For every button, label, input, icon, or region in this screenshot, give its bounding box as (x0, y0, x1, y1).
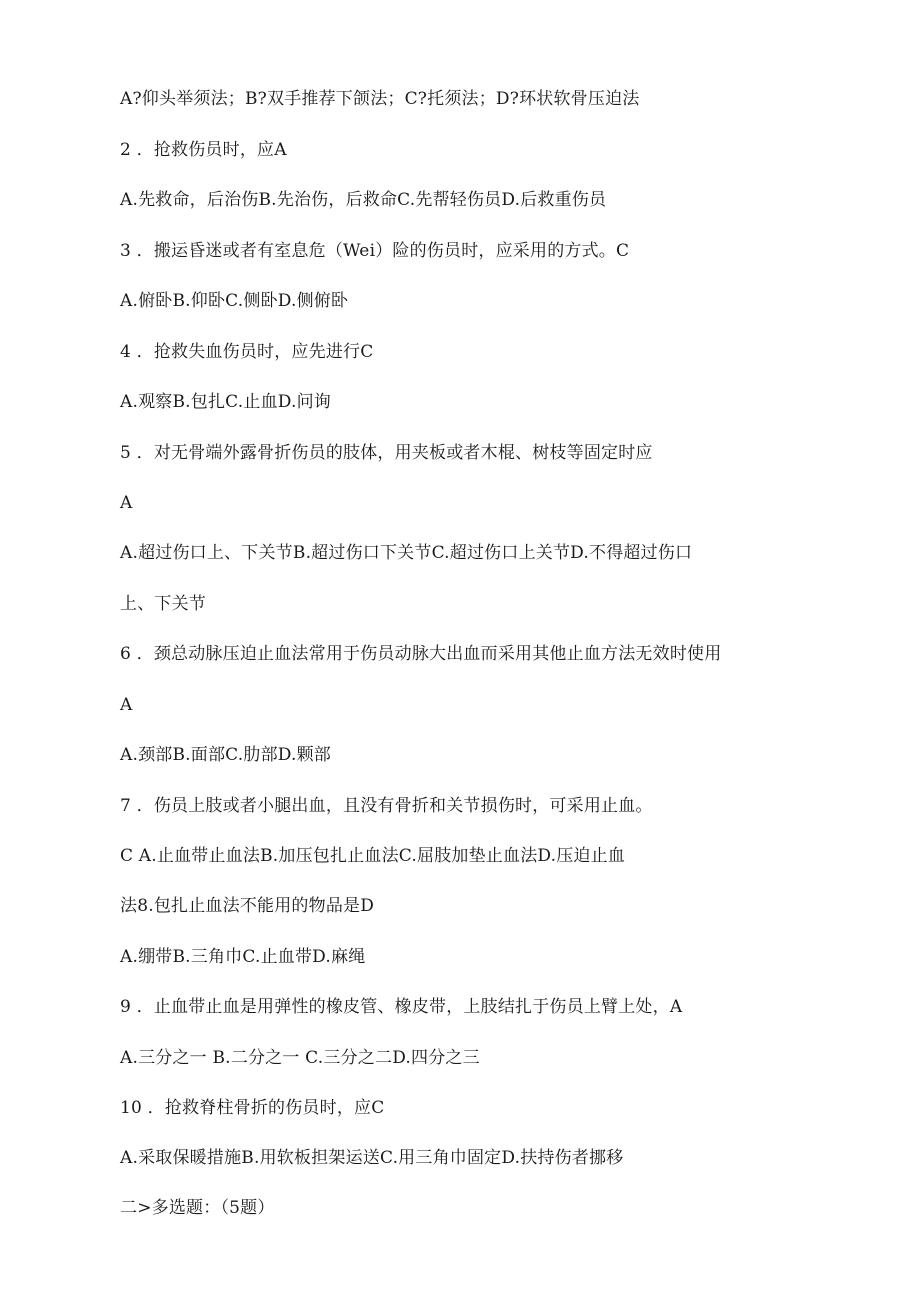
options-q2: A.先救命，后治伤B.先治伤，后救命C.先帮轻伤员D.后救重伤员 (120, 190, 607, 210)
answer-q6: A (120, 695, 133, 715)
question-5: 5 ．对无骨端外露骨折伤员的肢体，用夹板或者木棍、树枝等固定时应 (120, 443, 653, 463)
answer-q5: A (120, 493, 133, 513)
options-q7: C A.止血带止血法B.加压包扎止血法C.屈肢加垫止血法D.压迫止血 (120, 846, 626, 866)
options-q8: A.绷带B.三角巾C.止血带D.麻绳 (120, 947, 366, 967)
question-4: 4 ．抢救失血伤员时，应先进行C (120, 342, 374, 362)
options-q3: A.俯卧B.仰卧C.侧卧D.侧俯卧 (120, 291, 349, 311)
options-q9: A.三分之一 B.二分之一 C.三分之二D.四分之三 (120, 1048, 480, 1068)
question-9: 9 ．止血带止血是用弹性的橡皮管、橡皮带，上肢结扎于伤员上臂上处，A (120, 997, 683, 1017)
section-heading-multi: 二>多选题：（5题） (120, 1198, 275, 1218)
question-10: 10 ．抢救脊柱骨折的伤员时，应C (120, 1098, 385, 1118)
options-q6: A.颈部B.面部C.肋部D.颗部 (120, 745, 332, 765)
options-q5-cont: 上、下关节 (120, 594, 206, 614)
options-q5: A.超过伤口上、下关节B.超过伤口下关节C.超过伤口上关节D.不得超过伤口 (120, 543, 693, 563)
question-2: 2 ．抢救伤员时，应A (120, 140, 287, 160)
options-q10: A.采取保暖措施B.用软板担架运送C.用三角巾固定D.扶持伤者挪移 (120, 1148, 624, 1168)
question-6: 6 ．颈总动脉压迫止血法常用于伤员动脉大出血而采用其他止血方法无效时使用 (120, 644, 722, 664)
options-q4: A.观察B.包扎C.止血D.问询 (120, 392, 332, 412)
question-7: 7 ．伤员上肢或者小腿出血，且没有骨折和关节损伤时，可采用止血。 (120, 796, 653, 816)
option-line-q1: A?仰头举须法；B?双手推荐下颌法；C?托须法；D?环状软骨压迫法 (120, 89, 640, 109)
question-3: 3 ．搬运昏迷或者有室息危（Wei）险的伤员时，应采用的方式。C (120, 241, 630, 261)
question-8: 法8.包扎止血法不能用的物品是D (120, 896, 375, 916)
